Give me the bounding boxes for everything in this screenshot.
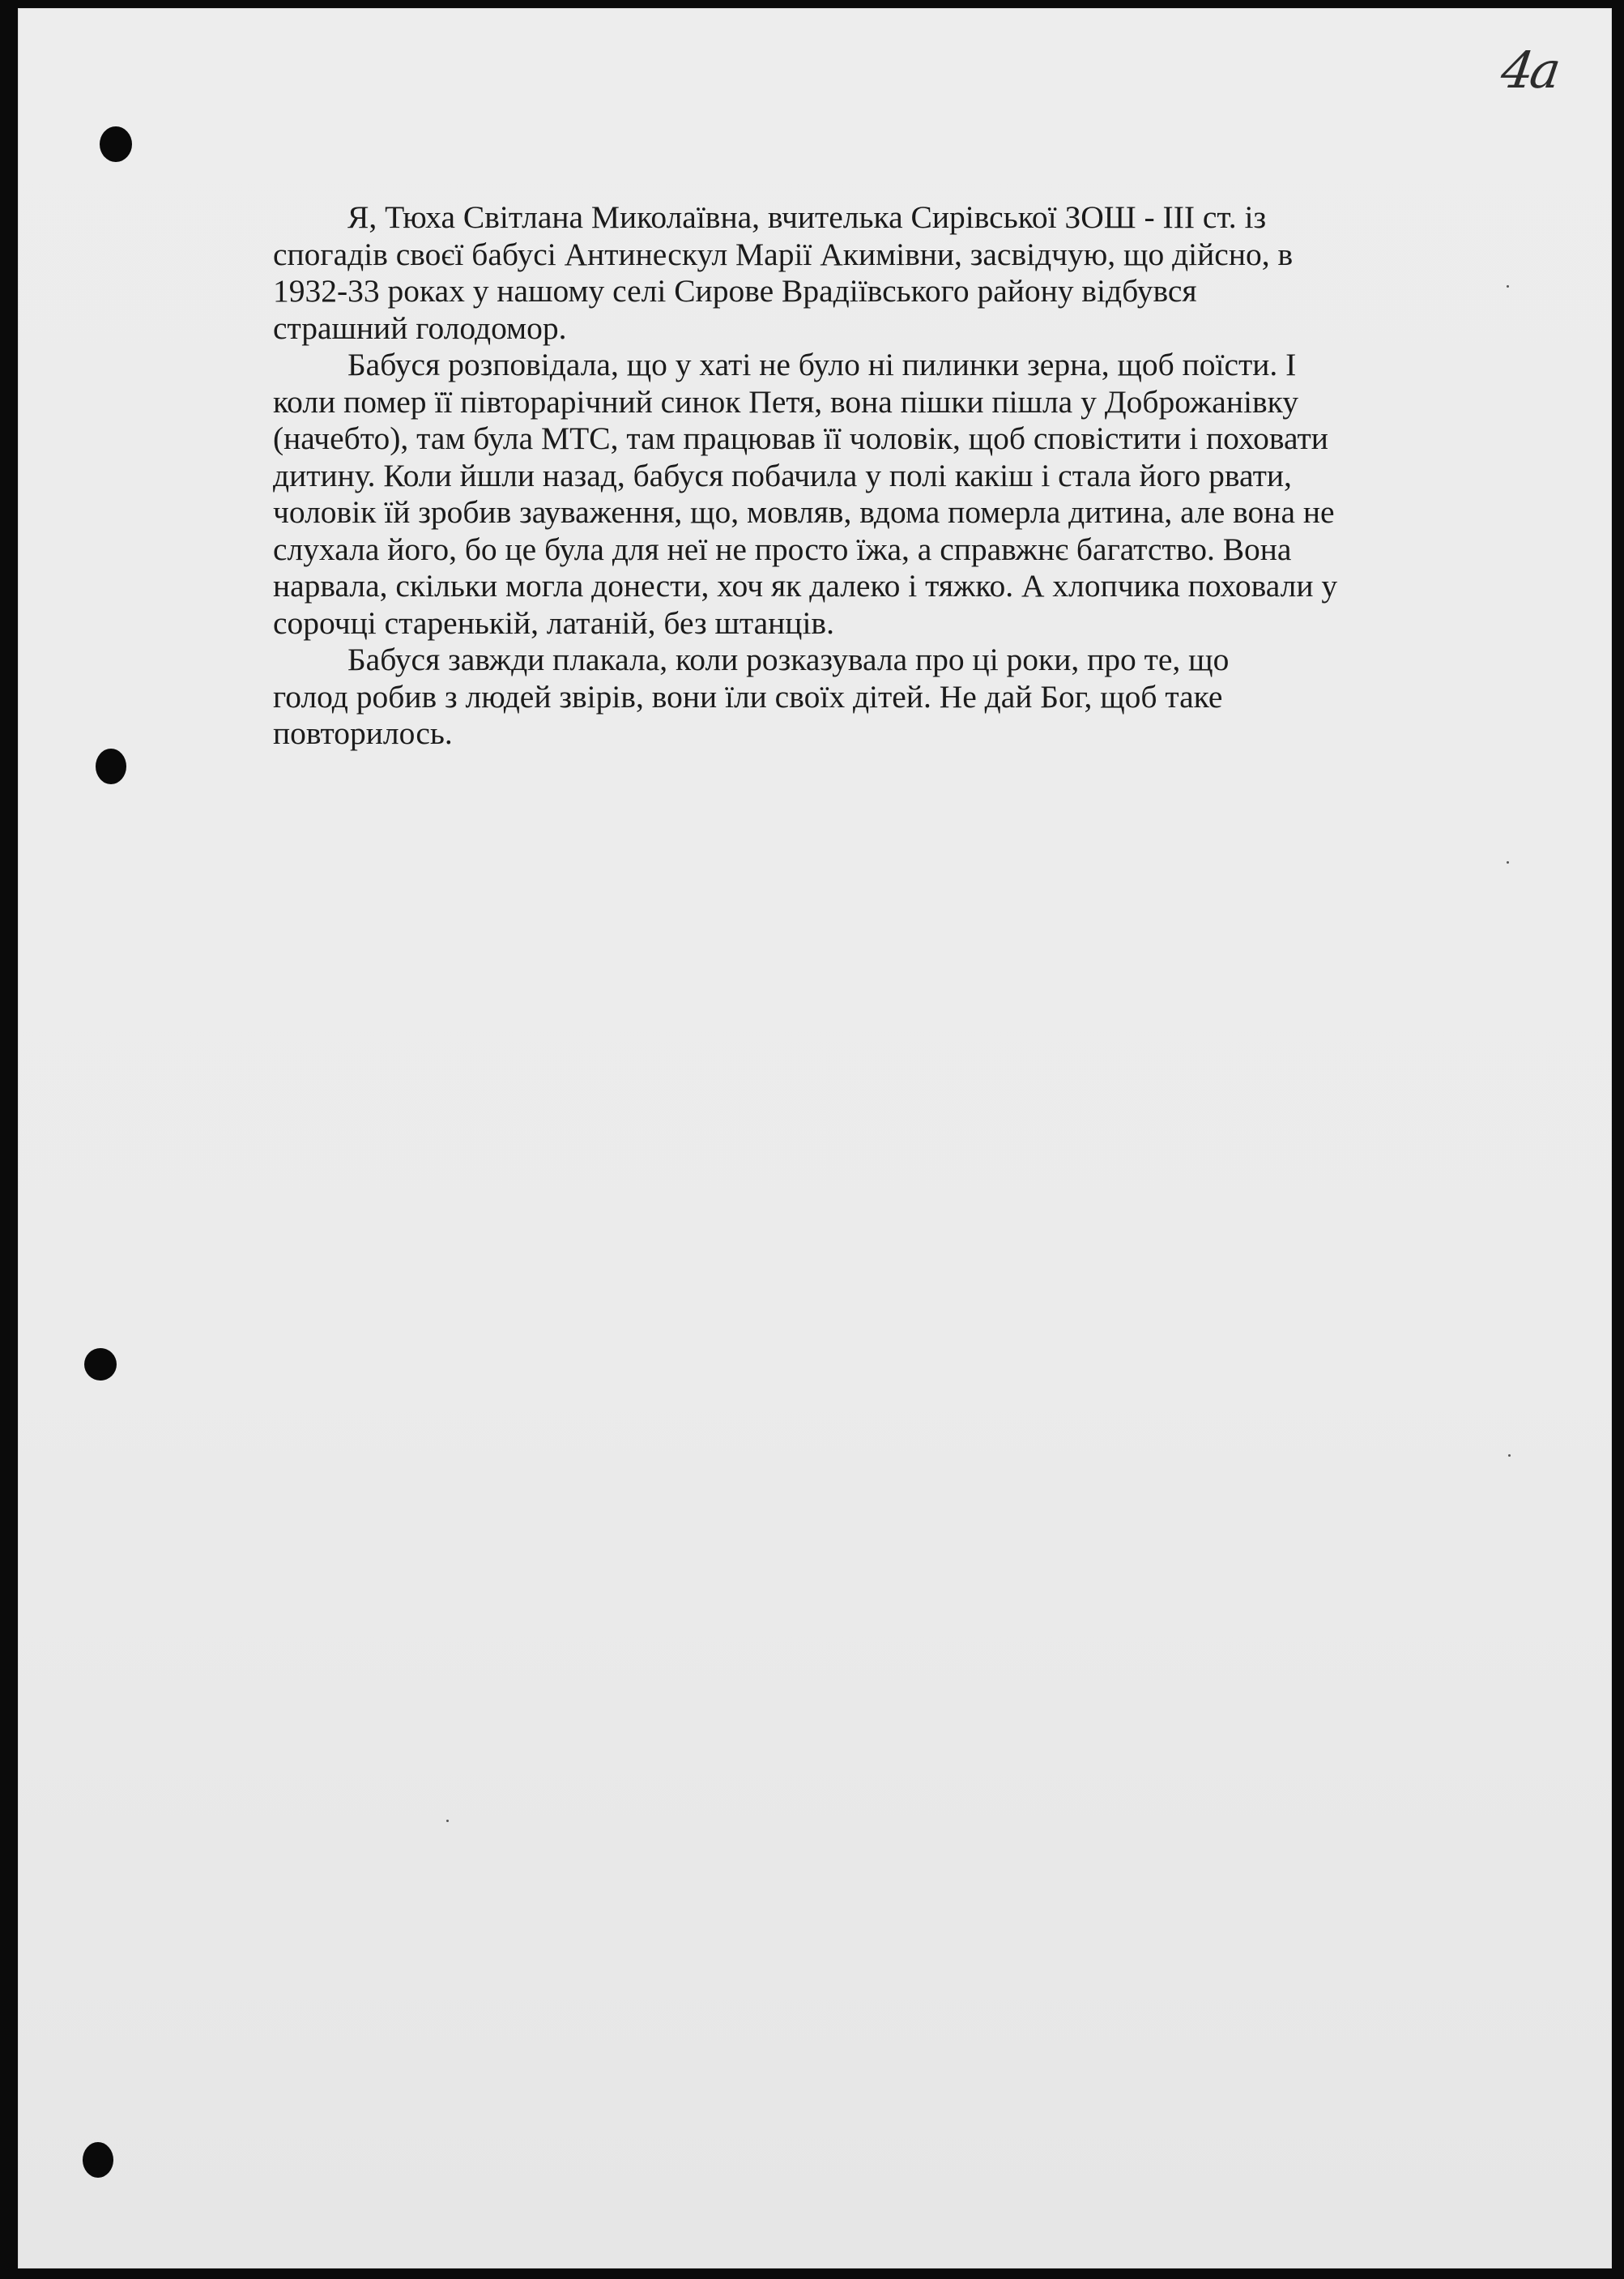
punch-hole: [96, 749, 126, 784]
text-line: Я, Тюха Світлана Миколаївна, вчителька Сирівської ЗОШ - ІІІ ст. із: [347, 199, 1267, 235]
text-line: нарвала, скільки могла донести, хоч як далеко і тяжко. А хлопчика поховали у: [273, 568, 1338, 604]
text-line: чоловік їй зробив зауваження, що, мовляв, вдома померла дитина, але вона не: [273, 494, 1335, 530]
text-line: коли помер її півторарічний синок Петя, вона пішки пішла у Доброжанівку: [273, 383, 1298, 420]
handwritten-page-number: 4a: [1497, 41, 1562, 100]
text-line: сорочці старенькій, латаній, без штанців.: [273, 604, 834, 641]
text-line: дитину. Коли йшли назад, бабуся побачила у полі какіш і стала його рвати,: [273, 457, 1292, 493]
paragraph-3: [273, 642, 1537, 753]
paragraph-2: [273, 347, 1537, 642]
text-line: повторилось.: [273, 715, 453, 751]
text-line: слухала його, бо це була для неї не просто їжа, а справжнє багатство. Вона: [273, 531, 1292, 567]
testimony-text: [273, 199, 1537, 753]
document-page: [18, 8, 1612, 2268]
text-line: 1932-33 роках у нашому селі Сирове Врадіївського району відбувся: [273, 273, 1197, 309]
punch-hole: [83, 2142, 113, 2178]
punch-hole: [84, 1348, 117, 1381]
text-line: Бабуся розповідала, що у хаті не було ні пилинки зерна, щоб поїсти. І: [347, 347, 1297, 382]
paragraph-1: [273, 199, 1537, 347]
text-line: Бабуся завжди плакала, коли розказувала про ці роки, про те, що: [347, 642, 1230, 677]
text-line: голод робив з людей звірів, вони їли своїх дітей. Не дай Бог, щоб таке: [273, 678, 1223, 715]
punch-hole: [100, 126, 132, 162]
text-line: спогадів своєї бабусі Антинескул Марії Акимівни, засвідчую, що дійсно, в: [273, 236, 1294, 272]
text-line: страшний голодомор.: [273, 309, 567, 346]
text-line: (начебто), там була МТС, там працював її чоловік, щоб сповістити і поховати: [273, 420, 1328, 456]
paper-speck: [1507, 861, 1509, 864]
paper-speck: [1508, 1454, 1511, 1457]
paper-speck: [446, 1820, 449, 1822]
